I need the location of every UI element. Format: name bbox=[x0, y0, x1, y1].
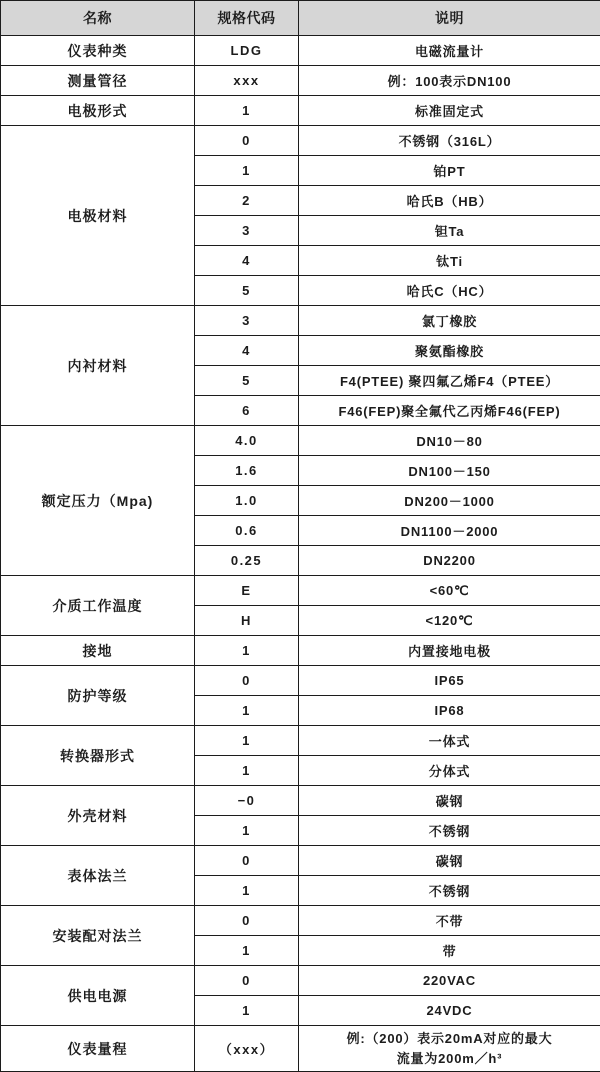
row-name-cell: 接地 bbox=[1, 636, 195, 666]
table-body bbox=[1, 36, 600, 1072]
spec-code-cell: 1.6 bbox=[195, 456, 299, 486]
table-row bbox=[1, 96, 600, 126]
table-header-row bbox=[1, 1, 600, 36]
spec-code-cell: 0.6 bbox=[195, 516, 299, 546]
description-cell: 标准固定式 bbox=[299, 96, 600, 126]
table-row bbox=[1, 906, 600, 936]
table-row bbox=[1, 666, 600, 696]
description-cell: <120℃ bbox=[299, 606, 600, 636]
description-cell: 不带 bbox=[299, 906, 600, 936]
spec-code-cell: 5 bbox=[195, 276, 299, 306]
spec-code-cell: 0 bbox=[195, 966, 299, 996]
description-cell: 电磁流量计 bbox=[299, 36, 600, 66]
description-cell: 24VDC bbox=[299, 996, 600, 1026]
spec-code-cell: 1 bbox=[195, 876, 299, 906]
spec-code-cell: 1.0 bbox=[195, 486, 299, 516]
spec-code-cell: （xxx） bbox=[195, 1026, 299, 1072]
description-cell: F4(PTEE) 聚四氟乙烯F4（PTEE） bbox=[299, 366, 600, 396]
spec-code-cell: 1 bbox=[195, 96, 299, 126]
column-header-code: 规格代码 bbox=[195, 1, 299, 36]
description-cell: DN1100－2000 bbox=[299, 516, 600, 546]
description-cell: F46(FEP)聚全氟代乙丙烯F46(FEP) bbox=[299, 396, 600, 426]
spec-code-cell: 4.0 bbox=[195, 426, 299, 456]
row-name-cell: 电极形式 bbox=[1, 96, 195, 126]
description-cell: 哈氏C（HC） bbox=[299, 276, 600, 306]
spec-code-cell: 4 bbox=[195, 246, 299, 276]
description-cell: 不锈钢 bbox=[299, 876, 600, 906]
table-row bbox=[1, 726, 600, 756]
spec-code-cell: 1 bbox=[195, 156, 299, 186]
spec-code-cell: 1 bbox=[195, 696, 299, 726]
spec-code-cell: 2 bbox=[195, 186, 299, 216]
row-name-cell: 介质工作温度 bbox=[1, 576, 195, 636]
description-cell: 哈氏B（HB） bbox=[299, 186, 600, 216]
table-row bbox=[1, 1026, 600, 1072]
spec-code-cell: 0 bbox=[195, 666, 299, 696]
table-row bbox=[1, 306, 600, 336]
spec-code-cell: 1 bbox=[195, 936, 299, 966]
row-name-cell: 供电电源 bbox=[1, 966, 195, 1026]
description-cell: 一体式 bbox=[299, 726, 600, 756]
spec-code-cell: 1 bbox=[195, 636, 299, 666]
table-row bbox=[1, 636, 600, 666]
description-cell: 钛Ti bbox=[299, 246, 600, 276]
spec-code-cell: 0 bbox=[195, 906, 299, 936]
table-row bbox=[1, 576, 600, 606]
description-cell: 例:（200）表示20mA对应的最大 流量为200m／h³ bbox=[299, 1026, 600, 1072]
table-row bbox=[1, 36, 600, 66]
spec-code-cell: 3 bbox=[195, 306, 299, 336]
description-cell: 碳钢 bbox=[299, 846, 600, 876]
description-cell: 例：100表示DN100 bbox=[299, 66, 600, 96]
table-row bbox=[1, 966, 600, 996]
spec-code-cell: 5 bbox=[195, 366, 299, 396]
spec-code-cell: 0 bbox=[195, 846, 299, 876]
table-row bbox=[1, 426, 600, 456]
row-name-cell: 表体法兰 bbox=[1, 846, 195, 906]
row-name-cell: 电极材料 bbox=[1, 126, 195, 306]
row-name-cell: 仪表种类 bbox=[1, 36, 195, 66]
spec-code-cell: 1 bbox=[195, 996, 299, 1026]
row-name-cell: 仪表量程 bbox=[1, 1026, 195, 1072]
description-cell: DN200－1000 bbox=[299, 486, 600, 516]
description-cell: 聚氨酯橡胶 bbox=[299, 336, 600, 366]
row-name-cell: 外壳材料 bbox=[1, 786, 195, 846]
spec-code-cell: E bbox=[195, 576, 299, 606]
description-cell: 不锈钢（316L） bbox=[299, 126, 600, 156]
description-cell: IP68 bbox=[299, 696, 600, 726]
row-name-cell: 安装配对法兰 bbox=[1, 906, 195, 966]
description-cell: DN10－80 bbox=[299, 426, 600, 456]
spec-code-cell: 0 bbox=[195, 126, 299, 156]
spec-code-cell: 0.25 bbox=[195, 546, 299, 576]
table-row bbox=[1, 786, 600, 816]
row-name-cell: 内衬材料 bbox=[1, 306, 195, 426]
row-name-cell: 防护等级 bbox=[1, 666, 195, 726]
description-cell: 内置接地电极 bbox=[299, 636, 600, 666]
description-cell: 分体式 bbox=[299, 756, 600, 786]
description-cell: 氯丁橡胶 bbox=[299, 306, 600, 336]
description-cell: <60℃ bbox=[299, 576, 600, 606]
spec-code-cell: 3 bbox=[195, 216, 299, 246]
table-row bbox=[1, 66, 600, 96]
row-name-cell: 测量管径 bbox=[1, 66, 195, 96]
column-header-name: 名称 bbox=[1, 1, 195, 36]
description-cell: IP65 bbox=[299, 666, 600, 696]
spec-code-cell: xxx bbox=[195, 66, 299, 96]
description-cell: 带 bbox=[299, 936, 600, 966]
spec-code-cell: 6 bbox=[195, 396, 299, 426]
column-header-description: 说明 bbox=[299, 1, 600, 36]
description-cell: 碳钢 bbox=[299, 786, 600, 816]
row-name-cell: 转换器形式 bbox=[1, 726, 195, 786]
spec-code-cell: H bbox=[195, 606, 299, 636]
spec-code-cell: 1 bbox=[195, 726, 299, 756]
row-name-cell: 额定压力（Mpa) bbox=[1, 426, 195, 576]
table-row bbox=[1, 846, 600, 876]
spec-code-cell: LDG bbox=[195, 36, 299, 66]
spec-code-cell: 1 bbox=[195, 756, 299, 786]
table-header bbox=[1, 1, 600, 36]
spec-code-cell: −0 bbox=[195, 786, 299, 816]
spec-code-cell: 1 bbox=[195, 816, 299, 846]
spec-code-cell: 4 bbox=[195, 336, 299, 366]
description-cell: DN2200 bbox=[299, 546, 600, 576]
description-cell: 不锈钢 bbox=[299, 816, 600, 846]
description-cell: DN100－150 bbox=[299, 456, 600, 486]
description-cell: 铂PT bbox=[299, 156, 600, 186]
description-cell: 220VAC bbox=[299, 966, 600, 996]
table-row bbox=[1, 126, 600, 156]
description-cell: 钽Ta bbox=[299, 216, 600, 246]
